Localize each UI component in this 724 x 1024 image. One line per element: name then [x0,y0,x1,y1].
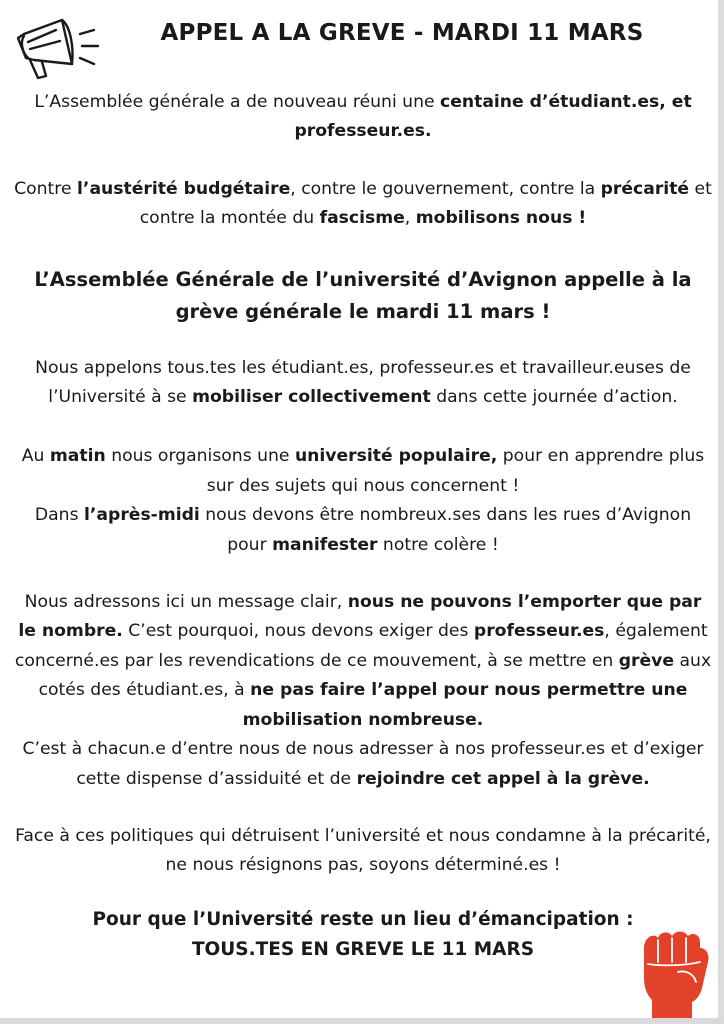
bold-span: rejoindre cet appel à la grève. [356,768,650,789]
bold-span: université populaire, [294,446,498,467]
bold-span: professeur.es [473,621,605,642]
bold-span: fascisme [319,208,405,229]
tract-body [14,88,712,965]
paragraph-ag-appel: L’Assemblée Générale de l’université d’Avignon appelle à la grève générale le mardi 11 mars ! [34,267,692,323]
paragraph-conclusion: Face à ces politiques qui détruisent l’université et nous condamne à la précarité, ne nous résignons pas, soyons déterminé.es ! [15,825,711,876]
text-span: , contre le gouvernement, contre la [290,178,601,199]
text-span: C’est à chacun.e d’entre nous de nous adresser à nos professeur.es et d’exiger cette dispense d’assiduité et de [22,739,704,789]
text-span: Dans [34,505,84,526]
raised-fist-icon [636,928,714,1024]
text-span: nous devons être nombreux.ses dans les rues d’Avignon pour [199,505,692,555]
bold-span: mobilisons nous ! [415,208,587,229]
paragraph-slogan [14,905,712,965]
paragraph-contre [14,175,712,234]
text-span: Nous appelons tous.tes les étudiant.es, professeur.es et travailleur.euses de l’Université à se [35,357,691,408]
text-span: notre colère ! [377,534,499,555]
bold-span: l’après-midi [84,505,200,526]
bottom-edge [0,1018,724,1024]
text-span: aux cotés des étudiant.es, à [38,650,712,701]
bold-span: l’austérité budgétaire [77,178,291,199]
bold-span: grève [618,650,675,671]
paragraph-mobilisation [14,354,712,413]
text-span: nous organisons une [105,446,295,467]
text-span: L’Assemblée générale a de nouveau réuni une [34,92,441,112]
text-span: dans cette journée d’action. [430,387,678,408]
bold-span: mobiliser collectivement [192,387,431,408]
page-title: APPEL A LA GREVE - MARDI 11 MARS [160,20,644,46]
paragraph-programme [14,442,712,560]
slogan-headline: TOUS.TES EN GREVE LE 11 MARS [191,938,535,960]
paragraph-intro [14,88,712,147]
bold-span: centaine d’étudiant.es, et professeur.es. [294,92,692,142]
text-span: Nous adressons ici un message clair, [24,592,348,613]
bold-span: manifester [272,534,378,555]
bold-span: matin [49,446,106,467]
text-span: , [404,208,416,229]
text-span: pour en apprendre plus sur des sujets qui nous concernent ! [206,446,705,496]
bold-span: nous ne pouvons l’emporter que par le nombre. [18,592,702,642]
slogan-line: Pour que l’Université reste un lieu d’émancipation : [92,908,634,930]
text-span: , également concerné.es par les revendications de ce mouvement, à se mettre en [14,621,708,671]
bold-span: ne pas faire l’appel pour nous permettre une mobilisation nombreuse. [242,680,688,730]
text-span: Contre [14,178,78,199]
text-span: Au [21,446,50,467]
text-span: C’est pourquoi, nous devons exiger des [122,621,474,642]
bold-span: précarité [600,178,690,199]
paragraph-message [14,588,712,794]
text-span: et contre la montée du [139,178,712,229]
